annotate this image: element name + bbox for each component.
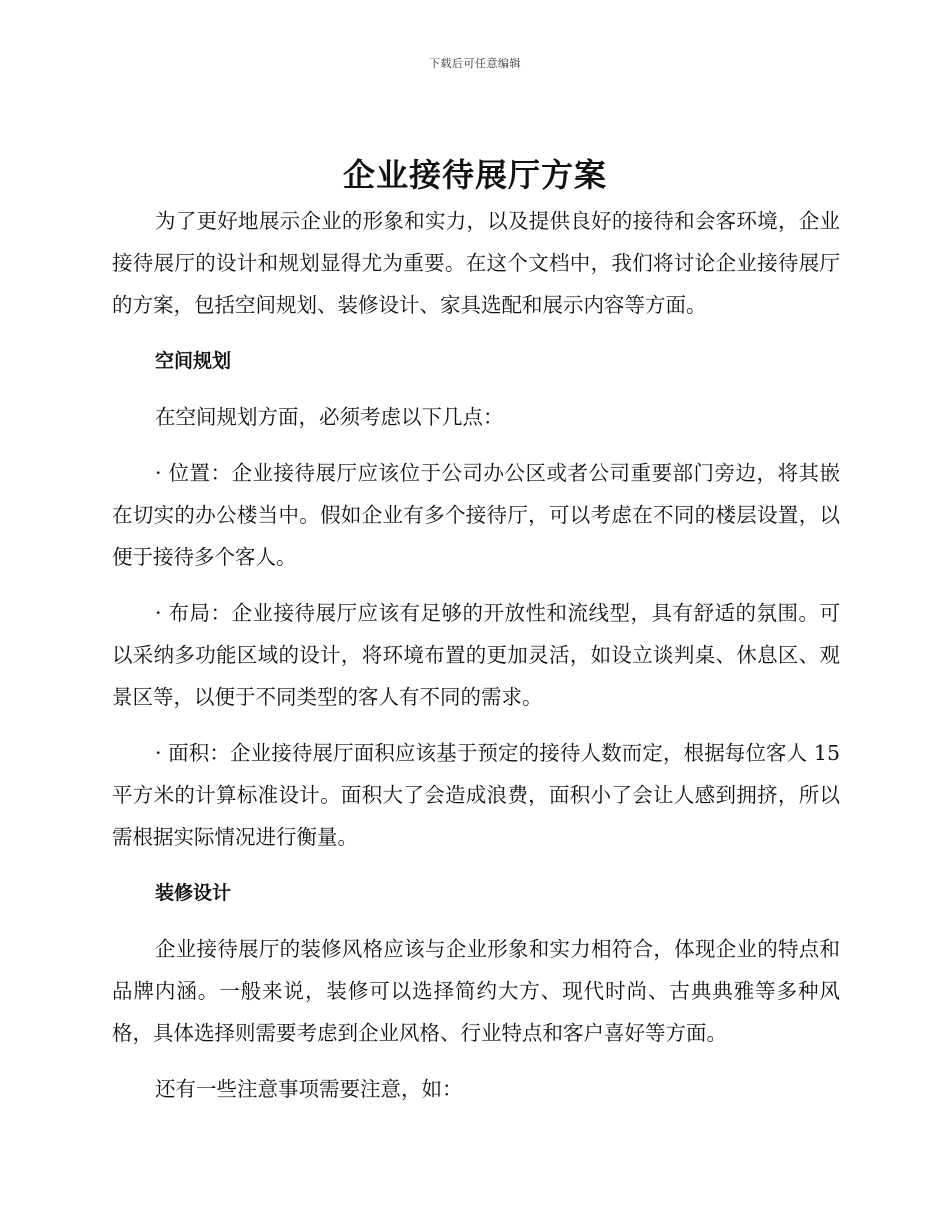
document-body [112, 200, 840, 1110]
section-heading-decoration-design: 装修设计 [155, 882, 232, 904]
list-item-area: · 面积：企业接待展厅面积应该基于预定的接待人数而定，根据每位客人 15 平方米的计算标准设计。面积大了会造成浪费，面积小了会让人感到拥挤，所以需根据实际情况进行衡量。 [112, 741, 840, 849]
header-note: 下载后可任意编辑 [429, 57, 521, 70]
section-heading-space-planning: 空间规划 [155, 350, 232, 372]
list-item-layout: · 布局：企业接待展厅应该有足够的开放性和流线型，具有舒适的氛围。可以采纳多功能区域的设计，将环境布置的更加灵活，如设立谈判桌、休息区、观景区等，以便于不同类型的客人有不同的需求。 [112, 601, 840, 709]
space-planning-lead: 在空间规划方面，必须考虑以下几点： [155, 405, 504, 429]
decoration-note: 还有一些注意事项需要注意，如： [155, 1077, 463, 1101]
list-item-location: · 位置：企业接待展厅应该位于公司办公区或者公司重要部门旁边，将其嵌在切实的办公楼当中。假如企业有多个接待厅，可以考虑在不同的楼层设置，以便于接待多个客人。 [112, 461, 840, 569]
document-title: 企业接待展厅方案 [342, 156, 607, 194]
intro-paragraph: 为了更好地展示企业的形象和实力，以及提供良好的接待和会客环境，企业接待展厅的设计和规划显得尤为重要。在这个文档中，我们将讨论企业接待展厅的方案，包括空间规划、装修设计、家具选配和展示内容等方面。 [112, 209, 840, 317]
decoration-paragraph: 企业接待展厅的装修风格应该与企业形象和实力相符合，体现企业的特点和品牌内涵。一般来说，装修可以选择简约大方、现代时尚、古典典雅等多种风格，具体选择则需要考虑到企业风格、行业特点和客户喜好等方面。 [112, 937, 840, 1045]
